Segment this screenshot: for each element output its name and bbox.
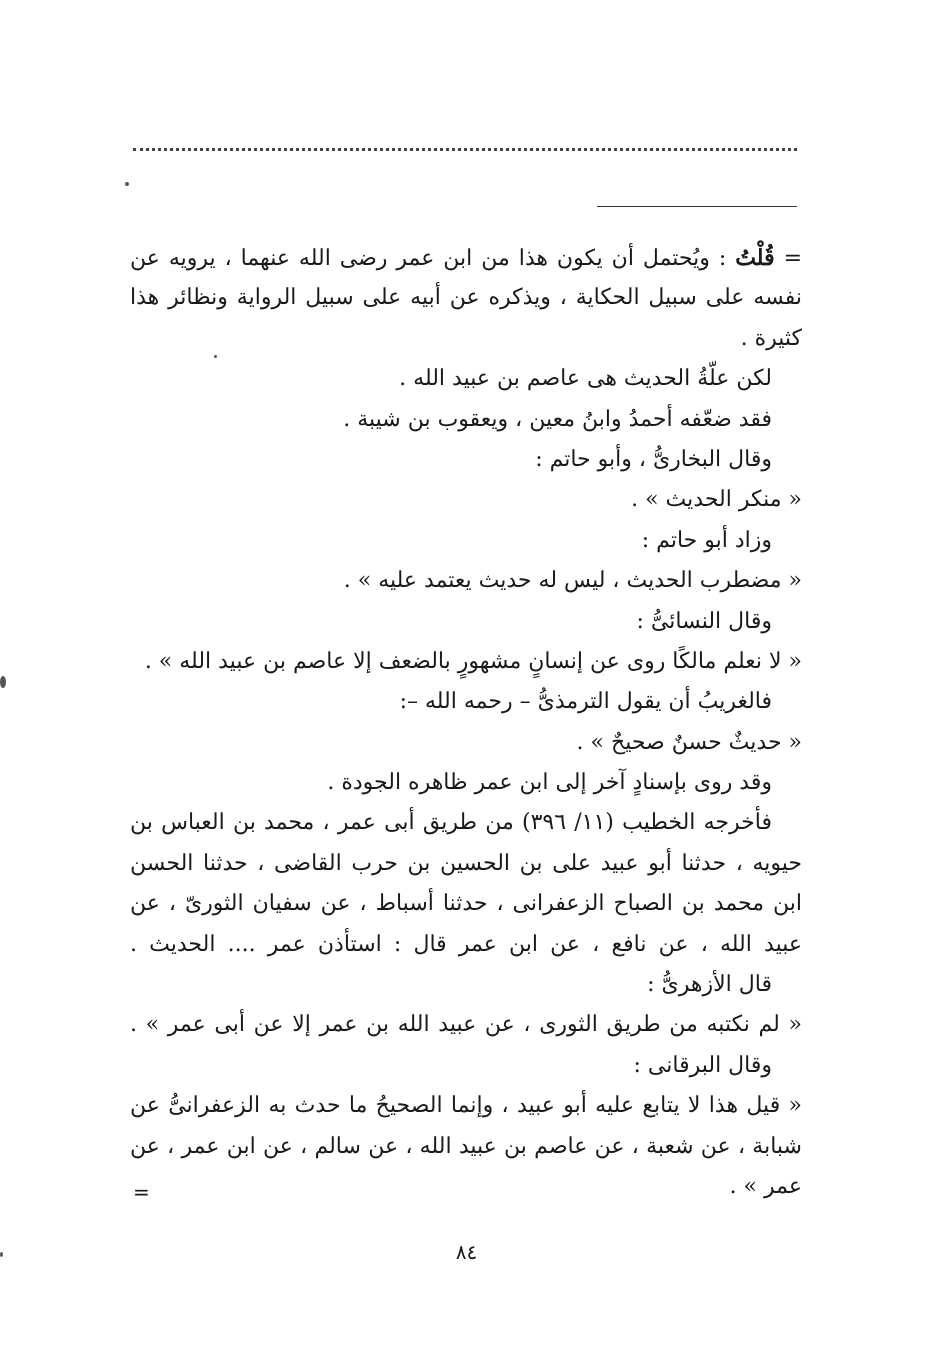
- text-line: ابن محمد بن الصباح الزعفرانى ، حدثنا أسباط ، عن سفيان الثورىّ ، عن: [130, 891, 802, 917]
- text-line: شبابة ، عن شعبة ، عن عاصم بن عبيد الله ، عن سالم ، عن ابن عمر ، عن: [130, 1133, 802, 1159]
- text-line: قال الأزهرىُّ :: [647, 972, 772, 998]
- text-line: « قيل هذا لا يتابع عليه أبو عبيد ، وإنما الصحيحُ ما حدث به الزعفرانىُّ عن: [130, 1093, 802, 1119]
- text-line: عبيد الله ، عن نافع ، عن ابن عمر قال : استأذن عمر .... الحديث .: [130, 931, 802, 957]
- text-line: حيويه ، حدثنا أبو عبيد على بن الحسين بن حرب القاضى ، حدثنا الحسن: [130, 850, 802, 876]
- text-line: وزاد أبو حاتم :: [641, 527, 772, 553]
- text-line: وقال البرقانى :: [633, 1052, 772, 1078]
- text-line: فالغريبُ أن يقول الترمذىُّ – رحمه الله –:: [399, 689, 772, 715]
- text-line: « منكر الحديث » .: [631, 487, 802, 513]
- page-number: ٨٤: [455, 1240, 478, 1264]
- text-line: فقد ضعّفه أحمدُ وابنُ معين ، ويعقوب بن شيبة .: [343, 406, 772, 432]
- text-line: « لا نعلم مالكًا روى عن إنسانٍ مشهورٍ بالضعف إلا عاصم بن عبيد الله » .: [144, 648, 802, 674]
- text-line: وقال النسائىُّ :: [636, 608, 772, 634]
- text-line: نفسه على سبيل الحكاية ، ويذكره عن أبيه على سبيل الرواية ونظائر هذا: [130, 285, 802, 311]
- text-line: كثيرة .: [740, 325, 802, 351]
- footnote-text: [130, 238, 802, 1207]
- text-line: = قُلْتُ : ويُحتمل أن يكون هذا من ابن عمر رضى الله عنهما ، يرويه عن: [130, 245, 802, 271]
- dotted-separator: [133, 148, 797, 151]
- continuation-mark: =: [133, 1180, 150, 1204]
- footnote-rule: [597, 206, 797, 207]
- text-line: « حديثٌ حسنٌ صحيحٌ » .: [576, 729, 802, 755]
- text-line: لكن علّةُ الحديث هى عاصم بن عبيد الله .: [399, 366, 772, 392]
- scan-speck: [125, 182, 129, 186]
- text-line: « لم نكتبه من طريق الثورى ، عن عبيد الله بن عمر إلا عن أبى عمر » .: [130, 1012, 802, 1038]
- text-line: وقال البخارىُّ ، وأبو حاتم :: [535, 446, 772, 472]
- text-line: فأخرجه الخطيب (١١/ ٣٩٦) من طريق أبى عمر ، محمد بن العباس بن: [130, 810, 772, 836]
- scan-speck: [0, 1252, 3, 1257]
- scan-speck: [0, 676, 6, 688]
- text-line: عمر » .: [729, 1173, 802, 1199]
- lead-word: قُلْتُ: [735, 245, 775, 271]
- scan-speck: [214, 355, 217, 358]
- text-line: وقد روى بإسنادٍ آخر إلى ابن عمر ظاهره الجودة .: [327, 770, 772, 796]
- text-line: « مضطرب الحديث ، ليس له حديث يعتمد عليه » .: [343, 568, 802, 594]
